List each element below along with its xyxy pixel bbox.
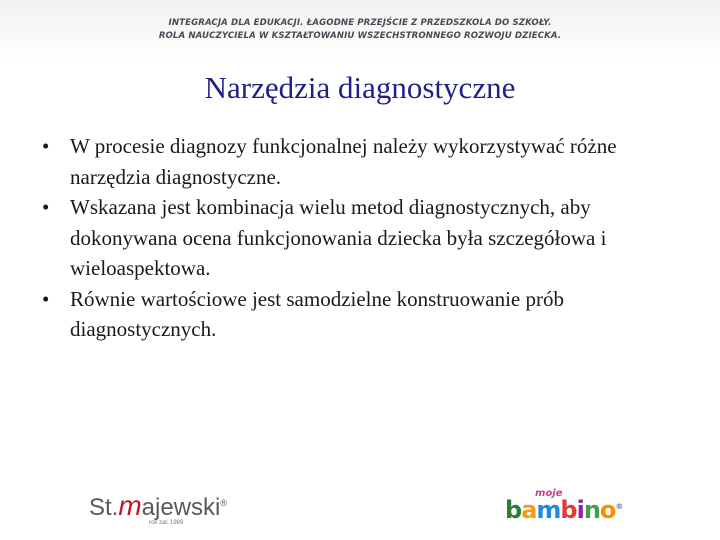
moje-bambino-logo [505, 488, 640, 526]
bullet-text: Równie wartościowe jest samodzielne konstruowanie prób diagnostycznych. [70, 286, 564, 341]
bullet-text: W procesie diagnozy funkcjonalnej należy wykorzystywać różne narzędzia diagnostyczne. [70, 134, 617, 189]
bullet-item [36, 131, 696, 192]
slide-title: Narzędzia diagnostyczne [204, 70, 516, 105]
smajewski-logo [89, 488, 228, 528]
smajewski-logo-tagline: rok zał. 1989 [149, 520, 184, 526]
moje-bambino-logo-small: moje [535, 488, 563, 499]
moje-bambino-logo-wordmark: bambino® [505, 496, 623, 524]
smajewski-logo-wordmark: St.majewski® [89, 490, 228, 521]
header-band [0, 0, 720, 62]
bullet-item [36, 192, 696, 284]
header-line-2: ROLA NAUCZYCIELA W KSZTAŁTOWANIU WSZECHSTRONNEGO ROZWOJU DZIECKA. [158, 31, 562, 41]
bullet-item [36, 284, 696, 345]
bullet-list [36, 131, 696, 345]
bullet-dot-icon: • [42, 195, 50, 219]
bullet-text: Wskazana jest kombinacja wielu metod diagnostycznych, aby dokonywana ocena funkcjonowania dziecka była szczegółowa i wieloaspektowa. [70, 195, 607, 280]
bullet-dot-icon: • [42, 134, 50, 158]
bullet-dot-icon: • [42, 286, 50, 311]
header-line-1: INTEGRACJA DLA EDUKACJI. ŁAGODNE PRZEJŚCIE Z PRZEDSZKOLA DO SZKOŁY. [168, 18, 552, 28]
